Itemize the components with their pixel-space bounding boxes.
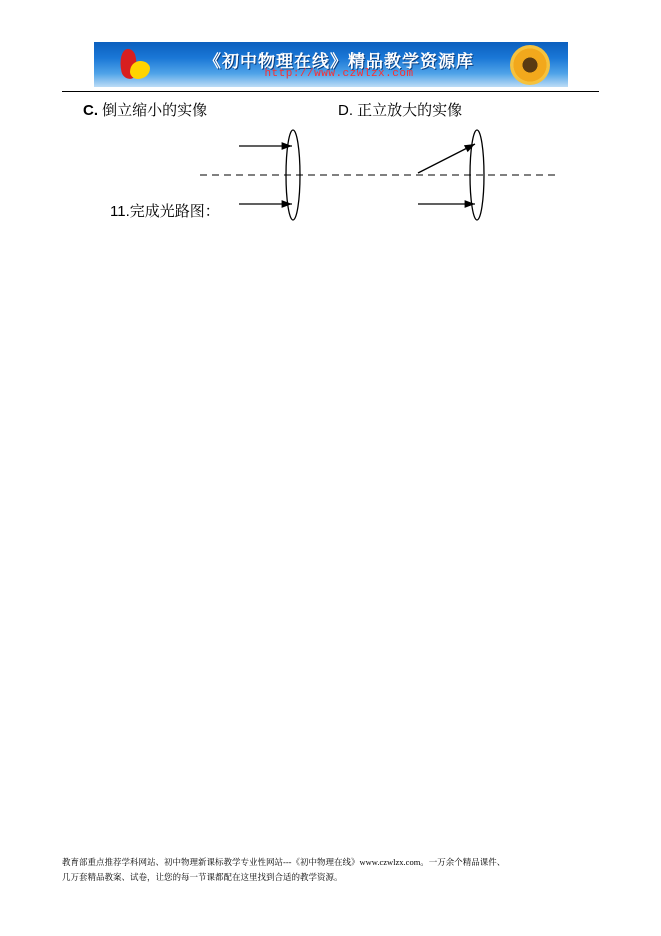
question-11 bbox=[110, 200, 220, 221]
banner-title: 《初中物理在线》精品教学资源库 bbox=[204, 52, 474, 71]
option-c-letter: C. bbox=[83, 102, 98, 119]
question-11-text: 完成光路图： bbox=[129, 203, 220, 220]
ray-right-upper bbox=[418, 144, 475, 173]
optics-diagram-svg bbox=[200, 120, 560, 230]
header-divider bbox=[62, 91, 599, 92]
option-c-text: 倒立缩小的实像 bbox=[102, 102, 208, 119]
footer-line-1: 教育部重点推荐学科网站、初中物理新课标教学专业性网站---《初中物理在线》www.czwlzx.com。一万余个精品课件、 bbox=[62, 857, 506, 867]
sunflower-icon bbox=[510, 45, 550, 85]
footer-line-2: 几万套精品教案、试卷，让您的每一节课都配在这里找到合适的教学资源。 bbox=[62, 872, 343, 882]
banner-url: http://www.czwlzx.com bbox=[264, 68, 414, 80]
question-11-number: 11. bbox=[110, 203, 130, 220]
flame-logo-icon bbox=[112, 47, 158, 83]
logo-yellow-shape bbox=[130, 61, 150, 79]
option-d bbox=[338, 99, 462, 120]
option-d-text: 正立放大的实像 bbox=[357, 102, 463, 119]
site-banner bbox=[94, 42, 568, 87]
optics-diagram bbox=[200, 120, 560, 230]
page-footer bbox=[62, 855, 602, 885]
option-d-letter: D. bbox=[338, 102, 353, 119]
option-c bbox=[83, 99, 207, 120]
